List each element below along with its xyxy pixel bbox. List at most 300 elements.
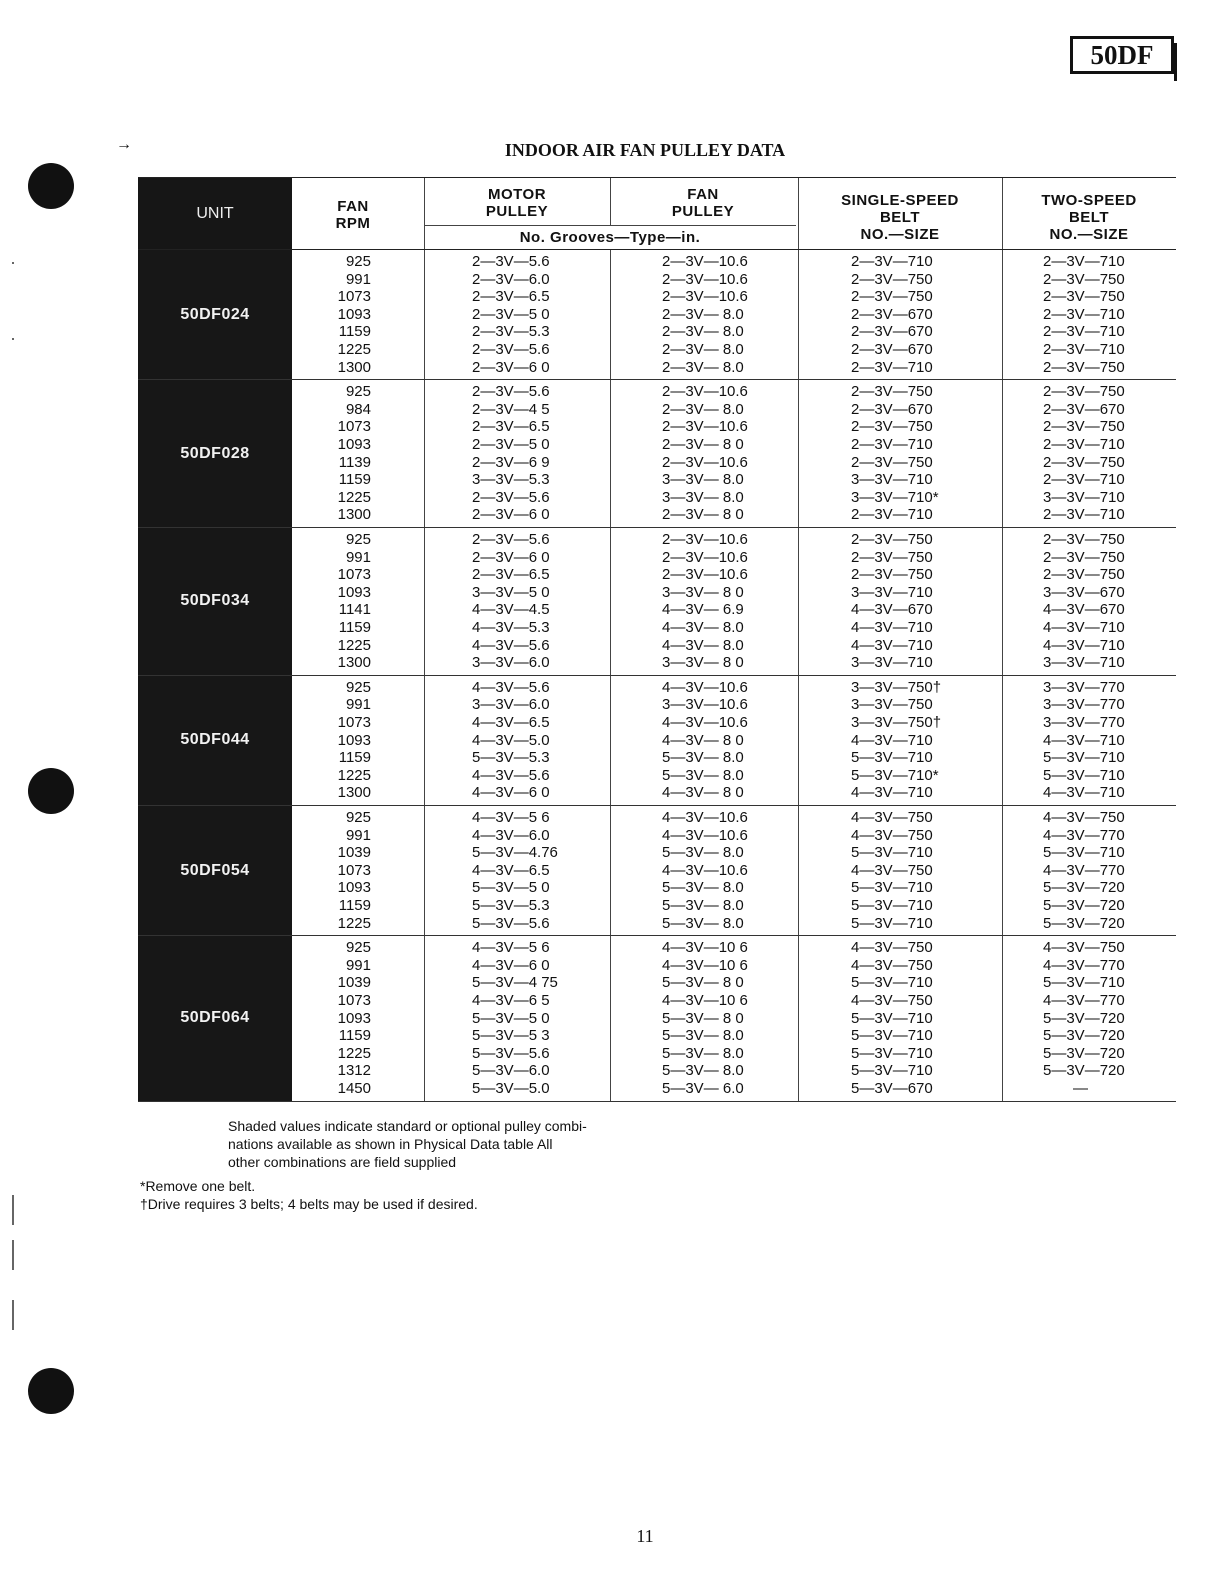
- two-speed-belt-cell: 3—3V—770: [1043, 696, 1125, 714]
- single-speed-belt-cell: 2—3V—710: [851, 253, 933, 270]
- fan-pulley-cell: 5—3V— 8.0: [662, 749, 744, 767]
- fan-pulley-cell: 2—3V—10.6: [662, 548, 748, 566]
- fan-rpm-cell: 1225: [337, 636, 371, 654]
- single-speed-belt-cell: 5—3V—710: [851, 879, 933, 897]
- table-row: [138, 271, 1176, 289]
- single-speed-belt-cell: 4—3V—750: [851, 826, 933, 844]
- two-speed-belt-cell: 5—3V—710: [1043, 844, 1125, 862]
- motor-pulley-cell: 2—3V—5.6: [472, 383, 550, 401]
- fan-rpm-cell: 1093: [337, 731, 371, 749]
- single-speed-belt-cell: 3—3V—710: [851, 471, 933, 489]
- fan-rpm-cell: 1073: [337, 991, 371, 1009]
- motor-pulley-cell: 4—3V—5.6: [472, 636, 550, 654]
- motor-pulley-cell: 3—3V—5.3: [472, 471, 550, 489]
- single-speed-belt-cell: 2—3V—670: [851, 400, 933, 418]
- fan-rpm-cell: 1225: [337, 766, 371, 784]
- fan-rpm-cell: 1159: [338, 1027, 371, 1045]
- single-speed-belt-cell: 4—3V—710: [851, 618, 933, 636]
- table-row: [138, 784, 1176, 802]
- single-speed-belt-cell: 5—3V—710: [851, 896, 933, 914]
- unit-name: 50DF054: [138, 806, 292, 935]
- motor-pulley-cell: 2—3V—6.5: [472, 418, 550, 436]
- two-speed-belt-cell: 3—3V—710: [1043, 654, 1125, 672]
- fan-rpm-cell: 1159: [338, 896, 371, 914]
- two-speed-belt-cell: 2—3V—750: [1043, 548, 1125, 566]
- motor-pulley-cell: 4—3V—5 6: [472, 939, 550, 957]
- single-speed-belt-cell: 4—3V—750: [851, 956, 933, 974]
- fan-pulley-cell: 2—3V— 8.0: [662, 400, 744, 418]
- single-speed-belt-cell: 2—3V—670: [851, 305, 933, 323]
- fan-rpm-cell: 1300: [337, 358, 371, 376]
- fan-rpm-cell: 925: [345, 253, 371, 270]
- fan-pulley-cell: 5—3V— 8.0: [662, 844, 744, 862]
- two-speed-belt-cell: 2—3V—750: [1043, 530, 1125, 548]
- two-speed-belt-cell: 5—3V—720: [1043, 1062, 1125, 1080]
- two-speed-belt-cell: 4—3V—710: [1043, 636, 1125, 654]
- table-row: [138, 549, 1176, 567]
- motor-pulley-cell: 4—3V—5.6: [472, 678, 550, 696]
- single-speed-belt-cell: 2—3V—750: [851, 453, 933, 471]
- pulley-table: [138, 177, 1176, 1102]
- fan-pulley-cell: 2—3V— 8.0: [662, 305, 744, 323]
- unit-column-header: UNIT: [138, 178, 292, 249]
- motor-pulley-cell: 5—3V—5.6: [472, 1044, 550, 1062]
- two-speed-belt-cell: 3—3V—710: [1043, 488, 1125, 506]
- motor-pulley-cell: 4—3V—6 0: [472, 784, 550, 802]
- two-speed-belt-cell: 3—3V—670: [1043, 583, 1125, 601]
- two-speed-belt-cell: 2—3V—750: [1043, 270, 1125, 288]
- single-speed-belt-cell: 5—3V—710*: [851, 766, 939, 784]
- motor-pulley-cell: 4—3V—6.5: [472, 861, 550, 879]
- motor-pulley-cell: 5—3V—5.3: [472, 749, 550, 767]
- single-speed-belt-cell: 5—3V—710: [851, 1044, 933, 1062]
- table-header: [138, 177, 1176, 250]
- table-row: [138, 253, 1176, 271]
- table-row: [138, 897, 1176, 915]
- two-speed-belt-cell: —: [1073, 1079, 1088, 1097]
- fan-pulley-cell: 3—3V— 8.0: [662, 471, 744, 489]
- fan-rpm-cell: 1073: [337, 566, 371, 584]
- unit-name: 50DF024: [138, 250, 292, 379]
- fan-rpm-cell: 1039: [337, 844, 371, 862]
- table-row: [138, 714, 1176, 732]
- table-row: [138, 809, 1176, 827]
- two-speed-belt-cell: 2—3V—710: [1043, 253, 1125, 270]
- fan-pulley-cell: 5—3V— 8.0: [662, 766, 744, 784]
- fan-pulley-cell: 2—3V— 8.0: [662, 358, 744, 376]
- fan-pulley-cell: 5—3V— 8.0: [662, 1027, 744, 1045]
- motor-pulley-cell: 4—3V—6 0: [472, 956, 550, 974]
- margin-mark: [12, 1195, 14, 1225]
- fan-pulley-cell: 4—3V—10.6: [662, 808, 748, 826]
- table-row: [138, 844, 1176, 862]
- fan-pulley-cell: 3—3V— 8 0: [662, 654, 744, 672]
- table-row: [138, 654, 1176, 672]
- table-row: [138, 506, 1176, 524]
- fan-pulley-cell: 2—3V—10.6: [662, 530, 748, 548]
- fan-pulley-cell: 5—3V— 8.0: [662, 896, 744, 914]
- motor-pulley-cell: 5—3V—6.0: [472, 1062, 550, 1080]
- table-row: [138, 879, 1176, 897]
- two-speed-belt-cell: 5—3V—710: [1043, 766, 1125, 784]
- fan-rpm-cell: 925: [345, 530, 371, 548]
- motor-pulley-cell: 2—3V—6 9: [472, 453, 550, 471]
- table-row: [138, 1045, 1176, 1063]
- fan-rpm-cell: 1450: [337, 1079, 371, 1097]
- header-divider: [424, 225, 796, 226]
- motor-pulley-cell: 3—3V—6.0: [472, 696, 550, 714]
- margin-arrow: →: [116, 136, 132, 153]
- two-speed-belt-cell: 5—3V—710: [1043, 749, 1125, 767]
- single-speed-belt-cell: 5—3V—710: [851, 844, 933, 862]
- fan-rpm-cell: 925: [345, 383, 371, 401]
- two-speed-belt-cell: 2—3V—710: [1043, 323, 1125, 341]
- single-speed-belt-cell: 4—3V—750: [851, 991, 933, 1009]
- col-divider: [798, 178, 799, 249]
- pulley-subheader: No. Grooves—Type—in.: [519, 229, 701, 246]
- fan-pulley-cell: 5—3V— 8 0: [662, 1009, 744, 1027]
- unit-name: 50DF064: [138, 936, 292, 1100]
- col-divider: [424, 178, 425, 249]
- single-speed-belt-cell: 5—3V—710: [851, 1009, 933, 1027]
- fan-pulley-cell: 2—3V— 8 0: [662, 506, 744, 524]
- shaded-note: Shaded values indicate standard or optional pulley combi- nations available as shown in Physical Data table All other combinations are field supplied: [228, 1118, 587, 1170]
- table-body: [138, 250, 1176, 1102]
- single-speed-belt-cell: 4—3V—710: [851, 636, 933, 654]
- single-speed-belt-cell: 2—3V—750: [851, 566, 933, 584]
- fan-rpm-cell: 1312: [337, 1062, 371, 1080]
- single-speed-belt-header: SINGLE-SPEED BELT NO.—SIZE: [841, 192, 959, 243]
- fan-pulley-cell: 4—3V—10.6: [662, 826, 748, 844]
- two-speed-belt-cell: 2—3V—670: [1043, 400, 1125, 418]
- fan-rpm-cell: 1073: [337, 861, 371, 879]
- table-row: [138, 749, 1176, 767]
- motor-pulley-cell: 2—3V—6.5: [472, 566, 550, 584]
- table-row: [138, 566, 1176, 584]
- motor-pulley-cell: 5—3V—4 75: [472, 974, 558, 992]
- two-speed-belt-cell: 4—3V—710: [1043, 731, 1125, 749]
- unit-group: [138, 250, 1176, 380]
- motor-pulley-cell: 4—3V—6.0: [472, 826, 550, 844]
- two-speed-belt-cell: 4—3V—770: [1043, 991, 1125, 1009]
- motor-pulley-cell: 2—3V—5.6: [472, 340, 550, 358]
- two-speed-belt-cell: 4—3V—710: [1043, 618, 1125, 636]
- page-title: INDOOR AIR FAN PULLEY DATA: [504, 140, 786, 160]
- single-speed-belt-cell: 2—3V—670: [851, 323, 933, 341]
- table-row: [138, 974, 1176, 992]
- fan-rpm-cell: 991: [345, 956, 371, 974]
- single-speed-belt-cell: 3—3V—710: [851, 583, 933, 601]
- two-speed-belt-cell: 4—3V—770: [1043, 826, 1125, 844]
- fan-pulley-cell: 3—3V—10.6: [662, 696, 748, 714]
- fan-rpm-cell: 1225: [337, 914, 371, 932]
- table-row: [138, 288, 1176, 306]
- table-row: [138, 401, 1176, 419]
- single-speed-belt-cell: 3—3V—750†: [851, 678, 942, 696]
- single-speed-belt-cell: 4—3V—710: [851, 784, 933, 802]
- two-speed-belt-cell: 2—3V—710: [1043, 340, 1125, 358]
- fan-pulley-cell: 4—3V—10.6: [662, 713, 748, 731]
- table-row: [138, 601, 1176, 619]
- single-speed-belt-cell: 2—3V—670: [851, 340, 933, 358]
- single-speed-belt-cell: 5—3V—670: [851, 1079, 933, 1097]
- motor-pulley-cell: 4—3V—5.6: [472, 766, 550, 784]
- two-speed-belt-cell: 4—3V—750: [1043, 808, 1125, 826]
- fan-pulley-cell: 4—3V— 8 0: [662, 784, 744, 802]
- single-speed-belt-cell: 5—3V—710: [851, 974, 933, 992]
- motor-pulley-cell: 4—3V—6.5: [472, 713, 550, 731]
- unit-name: 50DF028: [138, 380, 292, 527]
- motor-pulley-cell: 2—3V—5.6: [472, 253, 550, 270]
- fan-pulley-cell: 2—3V—10.6: [662, 288, 748, 306]
- single-speed-belt-cell: 3—3V—710*: [851, 488, 939, 506]
- binder-hole-bottom: [28, 1368, 74, 1414]
- motor-pulley-cell: 2—3V—6 0: [472, 358, 550, 376]
- fan-rpm-cell: 1139: [338, 453, 371, 471]
- single-speed-belt-cell: 2—3V—750: [851, 270, 933, 288]
- table-row: [138, 992, 1176, 1010]
- two-speed-belt-cell: 5—3V—720: [1043, 914, 1125, 932]
- fan-pulley-cell: 4—3V— 8.0: [662, 636, 744, 654]
- fan-pulley-cell: 2—3V—10.6: [662, 418, 748, 436]
- single-speed-belt-cell: 3—3V—710: [851, 654, 933, 672]
- fan-rpm-cell: 1039: [337, 974, 371, 992]
- fan-pulley-cell: 4—3V—10 6: [662, 991, 748, 1009]
- single-speed-belt-cell: 2—3V—750: [851, 418, 933, 436]
- motor-pulley-cell: 2—3V—6.0: [472, 270, 550, 288]
- table-row: [138, 939, 1176, 957]
- two-speed-belt-cell: 4—3V—710: [1043, 784, 1125, 802]
- motor-pulley-cell: 2—3V—5.6: [472, 530, 550, 548]
- single-speed-belt-cell: 3—3V—750†: [851, 713, 942, 731]
- two-speed-belt-cell: 5—3V—720: [1043, 896, 1125, 914]
- binder-hole-middle: [28, 768, 74, 814]
- two-speed-belt-cell: 5—3V—720: [1043, 1044, 1125, 1062]
- table-row: [138, 1010, 1176, 1028]
- fan-rpm-cell: 925: [345, 939, 371, 957]
- single-speed-belt-cell: 2—3V—750: [851, 383, 933, 401]
- motor-pulley-cell: 2—3V—5.6: [472, 488, 550, 506]
- table-row: [138, 341, 1176, 359]
- two-speed-belt-cell: 2—3V—750: [1043, 358, 1125, 376]
- motor-pulley-cell: 2—3V—5.3: [472, 323, 550, 341]
- fan-pulley-cell: 2—3V—10.6: [662, 270, 748, 288]
- table-row: [138, 767, 1176, 785]
- single-speed-belt-cell: 3—3V—750: [851, 696, 933, 714]
- fan-rpm-cell: 1073: [337, 288, 371, 306]
- fan-pulley-cell: 2—3V— 8 0: [662, 435, 744, 453]
- unit-group: [138, 528, 1176, 676]
- fan-rpm-cell: 1093: [337, 583, 371, 601]
- fan-pulley-cell: 5—3V— 8 0: [662, 974, 744, 992]
- two-speed-belt-cell: 5—3V—710: [1043, 974, 1125, 992]
- two-speed-belt-cell: 3—3V—770: [1043, 678, 1125, 696]
- two-speed-belt-header: TWO-SPEED BELT NO.—SIZE: [1041, 192, 1137, 243]
- fan-rpm-cell: 1093: [337, 435, 371, 453]
- motor-pulley-cell: 5—3V—5.3: [472, 896, 550, 914]
- two-speed-belt-cell: 2—3V—710: [1043, 305, 1125, 323]
- single-speed-belt-cell: 2—3V—750: [851, 548, 933, 566]
- fan-rpm-cell: 991: [345, 696, 371, 714]
- motor-pulley-cell: 4—3V—5.0: [472, 731, 550, 749]
- table-row: [138, 489, 1176, 507]
- fan-rpm-cell: 991: [345, 826, 371, 844]
- single-speed-belt-cell: 4—3V—750: [851, 939, 933, 957]
- fan-pulley-cell: 2—3V— 8.0: [662, 340, 744, 358]
- motor-pulley-cell: 2—3V—6 0: [472, 506, 550, 524]
- two-speed-belt-cell: 4—3V—770: [1043, 861, 1125, 879]
- fan-pulley-cell: 4—3V—10.6: [662, 678, 748, 696]
- fan-pulley-cell: 2—3V— 8.0: [662, 323, 744, 341]
- fan-rpm-cell: 1159: [338, 323, 371, 341]
- unit-group: [138, 676, 1176, 806]
- fan-rpm-cell: 1093: [337, 879, 371, 897]
- table-row: [138, 418, 1176, 436]
- fan-pulley-cell: 5—3V— 6.0: [662, 1079, 744, 1097]
- two-speed-belt-cell: 2—3V—710: [1043, 506, 1125, 524]
- table-row: [138, 1062, 1176, 1080]
- table-row: [138, 383, 1176, 401]
- two-speed-belt-cell: 2—3V—750: [1043, 383, 1125, 401]
- table-row: [138, 637, 1176, 655]
- fan-rpm-cell: 1073: [337, 713, 371, 731]
- margin-mark: [12, 262, 14, 264]
- table-row: [138, 1027, 1176, 1045]
- table-row: [138, 862, 1176, 880]
- two-speed-belt-cell: 5—3V—720: [1043, 879, 1125, 897]
- fan-pulley-cell: 2—3V—10.6: [662, 253, 748, 270]
- table-row: [138, 679, 1176, 697]
- two-speed-belt-cell: 3—3V—770: [1043, 713, 1125, 731]
- fan-rpm-cell: 1300: [337, 506, 371, 524]
- motor-pulley-cell: 5—3V—5.0: [472, 1079, 550, 1097]
- table-row: [138, 471, 1176, 489]
- fan-rpm-cell: 984: [345, 400, 371, 418]
- col-divider: [1002, 178, 1003, 249]
- single-speed-belt-cell: 2—3V—750: [851, 530, 933, 548]
- fan-pulley-cell: 3—3V— 8.0: [662, 488, 744, 506]
- two-speed-belt-cell: 2—3V—710: [1043, 471, 1125, 489]
- fan-rpm-cell: 1141: [338, 601, 371, 619]
- margin-mark: [12, 1300, 14, 1330]
- fan-rpm-cell: 1159: [338, 618, 371, 636]
- motor-pulley-cell: 2—3V—6 0: [472, 548, 550, 566]
- fan-pulley-cell: 4—3V—10 6: [662, 939, 748, 957]
- unit-name: 50DF044: [138, 676, 292, 805]
- fan-pulley-cell: 5—3V— 8.0: [662, 914, 744, 932]
- two-speed-belt-cell: 2—3V—750: [1043, 288, 1125, 306]
- col-divider: [610, 178, 611, 225]
- margin-mark: [12, 1240, 14, 1270]
- single-speed-belt-cell: 4—3V—670: [851, 601, 933, 619]
- motor-pulley-cell: 2—3V—6.5: [472, 288, 550, 306]
- fan-pulley-cell: 4—3V— 8 0: [662, 731, 744, 749]
- single-speed-belt-cell: 2—3V—710: [851, 506, 933, 524]
- table-row: [138, 531, 1176, 549]
- fan-pulley-cell: 3—3V— 8 0: [662, 583, 744, 601]
- two-speed-belt-cell: 2—3V—710: [1043, 435, 1125, 453]
- fan-rpm-cell: 1073: [337, 418, 371, 436]
- single-speed-belt-cell: 4—3V—750: [851, 861, 933, 879]
- table-row: [138, 696, 1176, 714]
- fan-rpm-cell: 1225: [337, 1044, 371, 1062]
- table-row: [138, 436, 1176, 454]
- margin-mark: [12, 338, 14, 340]
- single-speed-belt-cell: 5—3V—710: [851, 1027, 933, 1045]
- fan-rpm-cell: 991: [345, 270, 371, 288]
- fan-rpm-cell: 1093: [337, 305, 371, 323]
- unit-group: [138, 380, 1176, 528]
- motor-pulley-cell: 4—3V—5 6: [472, 808, 550, 826]
- fan-pulley-header: FAN PULLEY: [671, 186, 735, 220]
- unit-name: 50DF034: [138, 528, 292, 675]
- fan-pulley-cell: 5—3V— 8.0: [662, 1062, 744, 1080]
- footnote-asterisk: *Remove one belt.: [140, 1178, 256, 1194]
- motor-pulley-cell: 3—3V—6.0: [472, 654, 550, 672]
- motor-pulley-cell: 5—3V—5 0: [472, 1009, 550, 1027]
- fan-pulley-cell: 2—3V—10.6: [662, 453, 748, 471]
- unit-group: [138, 936, 1176, 1101]
- motor-pulley-cell: 3—3V—5 0: [472, 583, 550, 601]
- fan-rpm-cell: 1225: [337, 488, 371, 506]
- motor-pulley-cell: 5—3V—5 3: [472, 1027, 550, 1045]
- fan-pulley-cell: 4—3V—10.6: [662, 861, 748, 879]
- fan-pulley-cell: 5—3V— 8.0: [662, 1044, 744, 1062]
- binder-hole-top: [28, 163, 74, 209]
- two-speed-belt-cell: 4—3V—770: [1043, 956, 1125, 974]
- fan-pulley-cell: 4—3V— 8.0: [662, 618, 744, 636]
- two-speed-belt-cell: 4—3V—670: [1043, 601, 1125, 619]
- table-row: [138, 454, 1176, 472]
- motor-pulley-cell: 5—3V—5 0: [472, 879, 550, 897]
- two-speed-belt-cell: 4—3V—750: [1043, 939, 1125, 957]
- single-speed-belt-cell: 5—3V—710: [851, 749, 933, 767]
- single-speed-belt-cell: 5—3V—710: [851, 914, 933, 932]
- fan-rpm-cell: 1300: [337, 654, 371, 672]
- fan-rpm-cell: 1159: [338, 471, 371, 489]
- motor-pulley-cell: 2—3V—5 0: [472, 435, 550, 453]
- table-row: [138, 619, 1176, 637]
- motor-pulley-header: MOTOR PULLEY: [485, 186, 549, 220]
- two-speed-belt-cell: 2—3V—750: [1043, 453, 1125, 471]
- table-row: [138, 584, 1176, 602]
- table-row: [138, 957, 1176, 975]
- fan-rpm-cell: 925: [345, 808, 371, 826]
- single-speed-belt-cell: 4—3V—750: [851, 808, 933, 826]
- single-speed-belt-cell: 2—3V—750: [851, 288, 933, 306]
- fan-pulley-cell: 2—3V—10.6: [662, 383, 748, 401]
- fan-rpm-cell: 1159: [338, 749, 371, 767]
- motor-pulley-cell: 2—3V—4 5: [472, 400, 550, 418]
- motor-pulley-cell: 5—3V—4.76: [472, 844, 558, 862]
- two-speed-belt-cell: 2—3V—750: [1043, 566, 1125, 584]
- table-row: [138, 306, 1176, 324]
- single-speed-belt-cell: 4—3V—710: [851, 731, 933, 749]
- table-row: [138, 915, 1176, 933]
- single-speed-belt-cell: 2—3V—710: [851, 435, 933, 453]
- table-row: [138, 732, 1176, 750]
- fan-rpm-cell: 1300: [337, 784, 371, 802]
- motor-pulley-cell: 4—3V—5.3: [472, 618, 550, 636]
- fan-pulley-cell: 4—3V—10 6: [662, 956, 748, 974]
- two-speed-belt-cell: 2—3V—750: [1043, 418, 1125, 436]
- fan-rpm-cell: 991: [345, 548, 371, 566]
- table-row: [138, 323, 1176, 341]
- single-speed-belt-cell: 5—3V—710: [851, 1062, 933, 1080]
- footnote-dagger: †Drive requires 3 belts; 4 belts may be used if desired.: [140, 1196, 478, 1212]
- motor-pulley-cell: 5—3V—5.6: [472, 914, 550, 932]
- two-speed-belt-cell: 5—3V—720: [1043, 1027, 1125, 1045]
